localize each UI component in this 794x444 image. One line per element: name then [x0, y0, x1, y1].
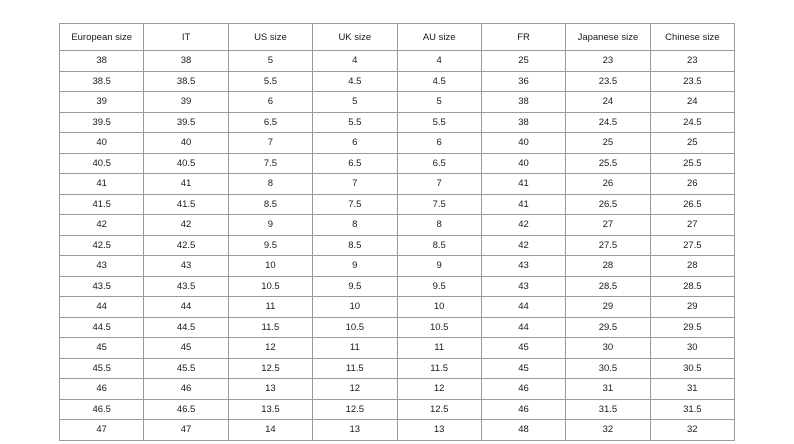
table-cell: 46.5 — [144, 399, 228, 420]
table-cell: 23.5 — [566, 71, 650, 92]
table-cell: 43.5 — [60, 276, 144, 297]
table-cell: 11.5 — [397, 358, 481, 379]
table-cell: 25 — [650, 133, 734, 154]
table-cell: 31 — [650, 379, 734, 400]
table-row — [60, 112, 735, 133]
table-cell: 40 — [481, 133, 565, 154]
table-cell: 8.5 — [397, 235, 481, 256]
table-row — [60, 276, 735, 297]
table-cell: 26.5 — [566, 194, 650, 215]
table-cell: 10.5 — [313, 317, 397, 338]
table-cell: 24.5 — [650, 112, 734, 133]
size-conversion-table — [59, 23, 735, 441]
table-row — [60, 194, 735, 215]
table-cell: 47 — [60, 420, 144, 441]
table-cell: 9 — [397, 256, 481, 277]
table-cell: 4.5 — [313, 71, 397, 92]
table-cell: 43 — [481, 256, 565, 277]
table-cell: 42.5 — [144, 235, 228, 256]
table-header-row — [60, 24, 735, 51]
table-cell: 38.5 — [60, 71, 144, 92]
table-cell: 26 — [566, 174, 650, 195]
table-cell: 9 — [313, 256, 397, 277]
table-cell: 13 — [397, 420, 481, 441]
table-cell: 11.5 — [228, 317, 312, 338]
table-cell: 45 — [481, 358, 565, 379]
table-cell: 10 — [228, 256, 312, 277]
table-cell: 44 — [60, 297, 144, 318]
table-cell: 45.5 — [60, 358, 144, 379]
table-cell: 10 — [397, 297, 481, 318]
table-row — [60, 379, 735, 400]
table-cell: 14 — [228, 420, 312, 441]
table-cell: 31.5 — [566, 399, 650, 420]
table-cell: 8.5 — [228, 194, 312, 215]
table-cell: 43 — [144, 256, 228, 277]
table-cell: 5 — [313, 92, 397, 113]
table-row — [60, 420, 735, 441]
table-cell: 44 — [144, 297, 228, 318]
table-cell: 27 — [566, 215, 650, 236]
table-cell: 38 — [481, 112, 565, 133]
table-cell: 5.5 — [228, 71, 312, 92]
table-cell: 44.5 — [60, 317, 144, 338]
column-header: US size — [228, 24, 312, 51]
table-cell: 46 — [481, 379, 565, 400]
table-cell: 29 — [650, 297, 734, 318]
table-cell: 23 — [566, 51, 650, 72]
table-row — [60, 71, 735, 92]
column-header: AU size — [397, 24, 481, 51]
table-cell: 41 — [144, 174, 228, 195]
table-cell: 26 — [650, 174, 734, 195]
table-cell: 39 — [60, 92, 144, 113]
table-cell: 38 — [144, 51, 228, 72]
table-header — [60, 24, 735, 51]
table-cell: 40 — [144, 133, 228, 154]
table-cell: 9 — [228, 215, 312, 236]
table-row — [60, 235, 735, 256]
table-cell: 46 — [60, 379, 144, 400]
table-cell: 41 — [481, 194, 565, 215]
table-cell: 30.5 — [566, 358, 650, 379]
table-row — [60, 256, 735, 277]
table-row — [60, 297, 735, 318]
table-cell: 47 — [144, 420, 228, 441]
table-cell: 8 — [397, 215, 481, 236]
table-cell: 7.5 — [397, 194, 481, 215]
table-cell: 42 — [60, 215, 144, 236]
table-cell: 29.5 — [650, 317, 734, 338]
table-cell: 29.5 — [566, 317, 650, 338]
table-cell: 13 — [228, 379, 312, 400]
table-cell: 6 — [397, 133, 481, 154]
table-row — [60, 338, 735, 359]
table-cell: 42 — [144, 215, 228, 236]
table-cell: 48 — [481, 420, 565, 441]
table-cell: 9.5 — [313, 276, 397, 297]
table-cell: 5 — [397, 92, 481, 113]
table-cell: 4.5 — [397, 71, 481, 92]
table-cell: 30 — [566, 338, 650, 359]
table-cell: 12.5 — [397, 399, 481, 420]
column-header: European size — [60, 24, 144, 51]
table-cell: 8 — [228, 174, 312, 195]
table-cell: 5.5 — [397, 112, 481, 133]
table-cell: 6 — [228, 92, 312, 113]
table-cell: 38 — [60, 51, 144, 72]
table-cell: 6.5 — [228, 112, 312, 133]
table-cell: 25.5 — [566, 153, 650, 174]
table-cell: 5 — [228, 51, 312, 72]
table-cell: 28 — [650, 256, 734, 277]
table-cell: 41.5 — [60, 194, 144, 215]
table-cell: 39.5 — [60, 112, 144, 133]
table-cell: 9.5 — [397, 276, 481, 297]
table-cell: 43 — [481, 276, 565, 297]
table-row — [60, 153, 735, 174]
table-cell: 45 — [144, 338, 228, 359]
table-cell: 39.5 — [144, 112, 228, 133]
table-row — [60, 174, 735, 195]
table-cell: 42.5 — [60, 235, 144, 256]
table-cell: 27.5 — [650, 235, 734, 256]
table-cell: 46 — [144, 379, 228, 400]
table-cell: 12 — [397, 379, 481, 400]
table-cell: 12 — [313, 379, 397, 400]
table-cell: 8.5 — [313, 235, 397, 256]
table-cell: 30.5 — [650, 358, 734, 379]
table-cell: 9.5 — [228, 235, 312, 256]
table-cell: 43 — [60, 256, 144, 277]
table-cell: 26.5 — [650, 194, 734, 215]
column-header: Japanese size — [566, 24, 650, 51]
table-cell: 10.5 — [228, 276, 312, 297]
table-cell: 45 — [481, 338, 565, 359]
table-cell: 31.5 — [650, 399, 734, 420]
table-cell: 7.5 — [313, 194, 397, 215]
table-cell: 13.5 — [228, 399, 312, 420]
table-cell: 29 — [566, 297, 650, 318]
table-cell: 44.5 — [144, 317, 228, 338]
table-cell: 38 — [481, 92, 565, 113]
table-cell: 12 — [228, 338, 312, 359]
table-body — [60, 51, 735, 441]
table-cell: 27.5 — [566, 235, 650, 256]
table-cell: 40.5 — [60, 153, 144, 174]
table-cell: 46.5 — [60, 399, 144, 420]
table-cell: 42 — [481, 215, 565, 236]
column-header: UK size — [313, 24, 397, 51]
table-row — [60, 51, 735, 72]
table-cell: 36 — [481, 71, 565, 92]
table-cell: 7 — [228, 133, 312, 154]
table-cell: 11 — [313, 338, 397, 359]
table-cell: 41 — [60, 174, 144, 195]
table-cell: 25 — [566, 133, 650, 154]
table-cell: 12.5 — [313, 399, 397, 420]
table-cell: 38.5 — [144, 71, 228, 92]
table-cell: 7 — [397, 174, 481, 195]
table-cell: 4 — [313, 51, 397, 72]
table-cell: 13 — [313, 420, 397, 441]
table-cell: 11 — [397, 338, 481, 359]
table-cell: 6 — [313, 133, 397, 154]
table-cell: 40.5 — [144, 153, 228, 174]
column-header: FR — [481, 24, 565, 51]
table-cell: 32 — [566, 420, 650, 441]
table-cell: 7 — [313, 174, 397, 195]
table-cell: 31 — [566, 379, 650, 400]
table-cell: 6.5 — [313, 153, 397, 174]
table-cell: 6.5 — [397, 153, 481, 174]
table-cell: 8 — [313, 215, 397, 236]
table-row — [60, 215, 735, 236]
table-cell: 40 — [60, 133, 144, 154]
column-header: IT — [144, 24, 228, 51]
table-cell: 11 — [228, 297, 312, 318]
table-row — [60, 317, 735, 338]
table-cell: 12.5 — [228, 358, 312, 379]
column-header: Chinese size — [650, 24, 734, 51]
table-cell: 39 — [144, 92, 228, 113]
table-cell: 41 — [481, 174, 565, 195]
table-row — [60, 133, 735, 154]
table-cell: 40 — [481, 153, 565, 174]
table-cell: 44 — [481, 317, 565, 338]
table-row — [60, 92, 735, 113]
table-cell: 24.5 — [566, 112, 650, 133]
table-cell: 30 — [650, 338, 734, 359]
table-cell: 28.5 — [650, 276, 734, 297]
table-cell: 25.5 — [650, 153, 734, 174]
table-cell: 45 — [60, 338, 144, 359]
table-cell: 24 — [566, 92, 650, 113]
table-cell: 42 — [481, 235, 565, 256]
table-cell: 10.5 — [397, 317, 481, 338]
table-row — [60, 399, 735, 420]
table-cell: 46 — [481, 399, 565, 420]
table-cell: 24 — [650, 92, 734, 113]
table-row — [60, 358, 735, 379]
table-cell: 28.5 — [566, 276, 650, 297]
table-cell: 25 — [481, 51, 565, 72]
table-cell: 41.5 — [144, 194, 228, 215]
table-cell: 32 — [650, 420, 734, 441]
table-cell: 10 — [313, 297, 397, 318]
table-cell: 45.5 — [144, 358, 228, 379]
table-cell: 23.5 — [650, 71, 734, 92]
table-cell: 7.5 — [228, 153, 312, 174]
table-cell: 43.5 — [144, 276, 228, 297]
table-cell: 11.5 — [313, 358, 397, 379]
table-cell: 27 — [650, 215, 734, 236]
size-conversion-table-container — [59, 23, 735, 441]
table-cell: 28 — [566, 256, 650, 277]
table-cell: 4 — [397, 51, 481, 72]
table-cell: 5.5 — [313, 112, 397, 133]
table-cell: 44 — [481, 297, 565, 318]
table-cell: 23 — [650, 51, 734, 72]
